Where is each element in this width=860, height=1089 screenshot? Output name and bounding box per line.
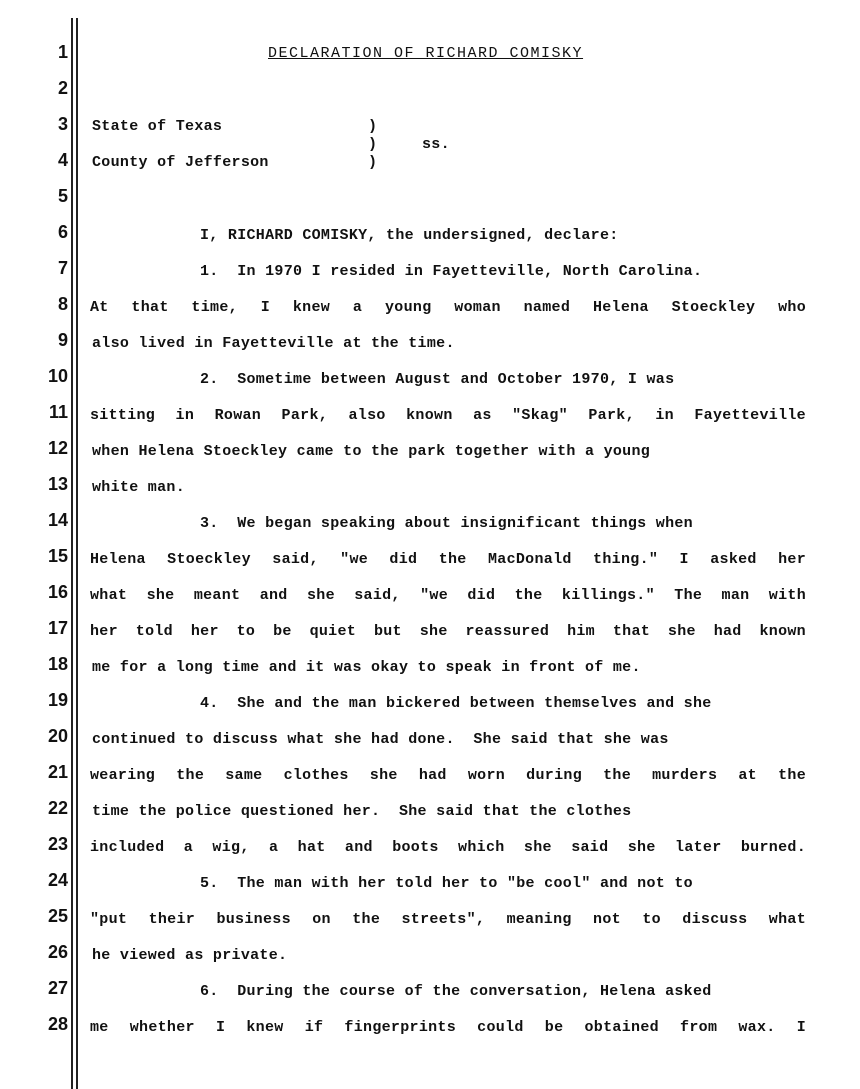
line-number: 26 xyxy=(47,942,68,962)
paragraph-line: what she meant and she said, "we did the killings." The man with xyxy=(90,587,806,604)
line-number: 4 xyxy=(57,150,68,170)
line-number: 2 xyxy=(57,78,68,98)
caption-paren: ) xyxy=(368,154,378,171)
paragraph-line: me whether I knew if fingerprints could be obtained from wax. I xyxy=(90,1019,806,1036)
caption-paren: ) xyxy=(368,136,378,153)
paragraph-line: he viewed as private. xyxy=(92,947,288,964)
line-number: 22 xyxy=(47,798,68,818)
paragraph-line: 3. We began speaking about insignificant things when xyxy=(200,515,693,532)
line-number: 18 xyxy=(47,654,68,674)
paragraph-line: 5. The man with her told her to "be cool" and not to xyxy=(200,875,693,892)
margin-rule-left xyxy=(71,18,73,1089)
line-number: 24 xyxy=(47,870,68,890)
line-number: 13 xyxy=(47,474,68,494)
paragraph-line: 4. She and the man bickered between themselves and she xyxy=(200,695,712,712)
paragraph-line: included a wig, a hat and boots which she said she later burned. xyxy=(90,839,806,856)
line-number: 1 xyxy=(57,42,68,62)
paragraph-line: At that time, I knew a young woman named Helena Stoeckley who xyxy=(90,299,806,316)
document-title: DECLARATION OF RICHARD COMISKY xyxy=(268,45,584,62)
paragraph-line: time the police questioned her. She said that the clothes xyxy=(92,803,632,820)
paragraph-line: "put their business on the streets", meaning not to discuss what xyxy=(90,911,806,928)
line-number: 27 xyxy=(47,978,68,998)
line-number: 21 xyxy=(47,762,68,782)
line-number: 14 xyxy=(47,510,68,530)
line-number: 17 xyxy=(47,618,68,638)
line-number: 3 xyxy=(57,114,68,134)
paragraph-line: her told her to be quiet but she reassured him that she had known xyxy=(90,623,806,640)
line-number: 15 xyxy=(47,546,68,566)
caption-county: County of Jefferson xyxy=(92,154,269,171)
paragraph-line: continued to discuss what she had done. She said that she was xyxy=(92,731,669,748)
line-number: 8 xyxy=(57,294,68,314)
line-number: 19 xyxy=(47,690,68,710)
line-number: 9 xyxy=(57,330,68,350)
line-number: 23 xyxy=(47,834,68,854)
paragraph-line: wearing the same clothes she had worn during the murders at the xyxy=(90,767,806,784)
line-number: 10 xyxy=(47,366,68,386)
caption-ss: ss. xyxy=(422,136,450,153)
paragraph-line: 2. Sometime between August and October 1970, I was xyxy=(200,371,675,388)
paragraph-line: also lived in Fayetteville at the time. xyxy=(92,335,455,352)
caption-state: State of Texas xyxy=(92,118,223,135)
paragraph-line: sitting in Rowan Park, also known as "Skag" Park, in Fayetteville xyxy=(90,407,806,424)
line-number: 7 xyxy=(57,258,68,278)
paragraph-line: me for a long time and it was okay to speak in front of me. xyxy=(92,659,641,676)
caption-paren: ) xyxy=(368,118,378,135)
line-number: 11 xyxy=(48,402,68,422)
line-number: 6 xyxy=(57,222,68,242)
line-number: 28 xyxy=(47,1014,68,1034)
paragraph-line: 6. During the course of the conversation, Helena asked xyxy=(200,983,712,1000)
line-number: 16 xyxy=(47,582,68,602)
paragraph-line: 1. In 1970 I resided in Fayetteville, North Carolina. xyxy=(200,263,703,280)
line-number: 25 xyxy=(47,906,68,926)
margin-rule-right xyxy=(76,18,78,1089)
declaration-intro: I, RICHARD COMISKY, the undersigned, declare: xyxy=(200,227,619,244)
line-number: 12 xyxy=(47,438,68,458)
paragraph-line: Helena Stoeckley said, "we did the MacDonald thing." I asked her xyxy=(90,551,806,568)
paragraph-line: when Helena Stoeckley came to the park together with a young xyxy=(92,443,651,460)
line-number: 20 xyxy=(47,726,68,746)
paragraph-line: white man. xyxy=(92,479,186,496)
line-number: 5 xyxy=(57,186,68,206)
